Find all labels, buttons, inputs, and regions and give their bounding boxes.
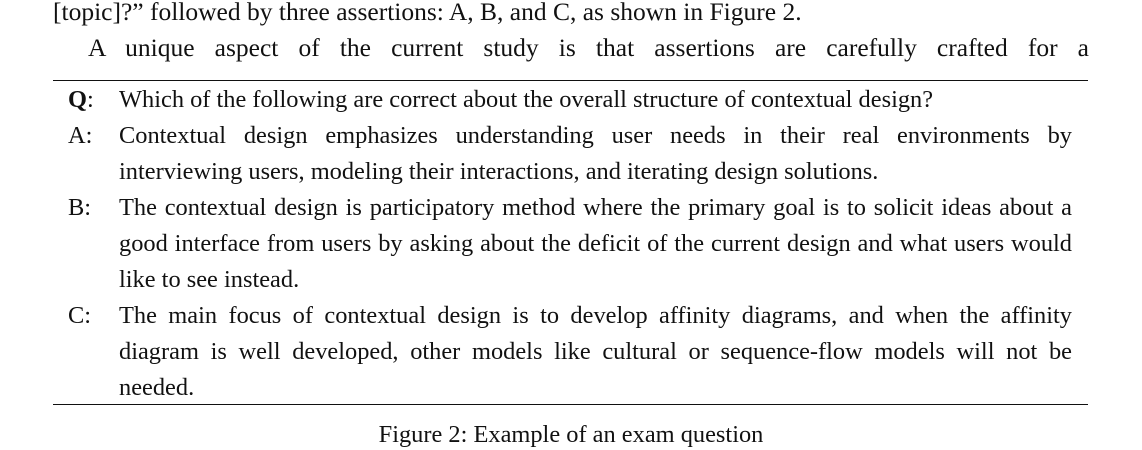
question-label-colon: : xyxy=(86,86,94,113)
body-text-line-previous: [topic]?” followed by three assertions: A, B, and C, as shown in Figure 2. xyxy=(53,0,802,26)
assertion-row-c xyxy=(68,298,1072,406)
assertion-text-b: The contextual design is participatory method where the primary goal is to solicit ideas about a good interface from users by asking about the deficit of the current design and what users would like to see instead. xyxy=(119,194,1072,293)
assertion-label-a: A: xyxy=(68,122,93,149)
question-row xyxy=(68,82,1072,118)
exam-question-block xyxy=(68,82,1072,406)
assertion-text-a: Contextual design emphasizes understanding user needs in their real environments by interviewing users, modeling their interactions, and iterating design solutions. xyxy=(119,122,1072,185)
assertion-row-b xyxy=(68,190,1072,298)
figure-caption: Figure 2: Example of an exam question xyxy=(378,421,764,448)
body-text-line-current xyxy=(53,33,1089,63)
assertion-label-b: B: xyxy=(68,194,92,221)
assertion-text-c: The main focus of contextual design is to develop affinity diagrams, and when the affinity diagram is well developed, other models like cultural or sequence-flow models will not be needed. xyxy=(119,302,1072,401)
assertion-label-c: C: xyxy=(68,302,92,329)
question-label-letter: Q xyxy=(68,86,87,113)
body-text-line-current-text: A unique aspect of the current study is that assertions are carefully crafted for a xyxy=(88,33,1089,62)
assertion-row-a xyxy=(68,118,1072,190)
question-text: Which of the following are correct about the overall structure of contextual design? xyxy=(119,86,934,113)
question-label xyxy=(68,82,119,118)
figure-bottom-rule xyxy=(53,404,1088,405)
figure-top-rule xyxy=(53,80,1088,81)
